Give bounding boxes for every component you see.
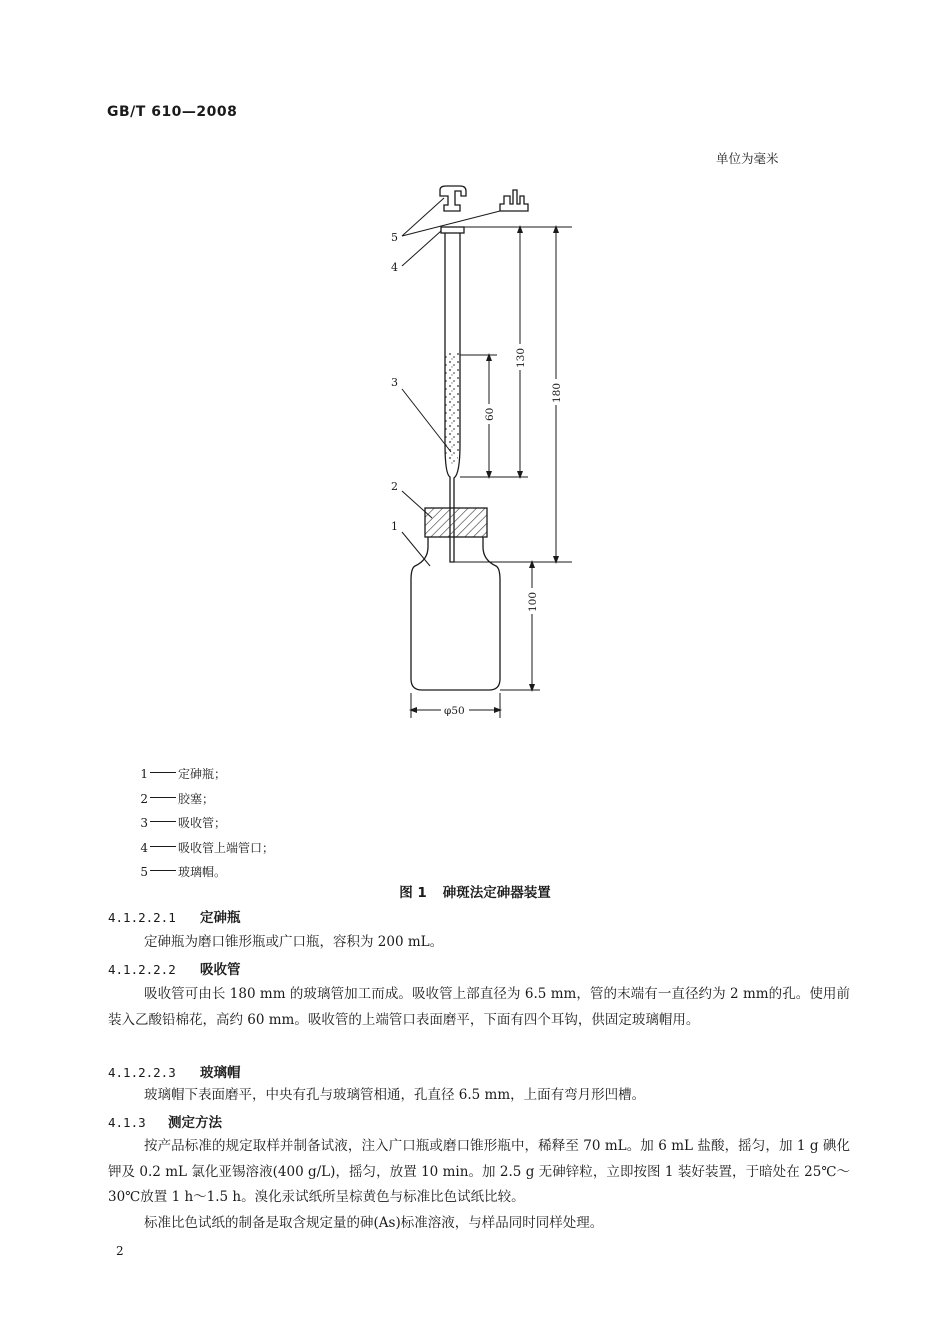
callout-4: 4 (391, 261, 398, 274)
legend-item: 1 定砷瓶； (140, 767, 227, 781)
legend-item: 5 玻璃帽。 (140, 865, 227, 879)
dimension-130: 130 (515, 347, 527, 368)
paragraph: 玻璃帽下表面磨平，中央有孔与玻璃管相通，孔直径 6.5 mm，上面有弯月形凹槽。 (144, 1087, 646, 1103)
callout-1: 1 (391, 520, 398, 533)
tube-top-rim-drawing (441, 227, 464, 233)
standard-code: GB/T 610—2008 (107, 104, 238, 120)
lead-acetate-cotton-drawing (446, 353, 460, 453)
dimension-60: 60 (484, 407, 496, 421)
figure-legend (140, 762, 274, 885)
glass-cap-drawing (440, 186, 528, 211)
section-heading: 4.1.3 测定方法 (108, 1115, 222, 1131)
legend-item: 4 吸收管上端管口； (140, 840, 275, 855)
dimension-180: 180 (551, 382, 563, 403)
callout-3: 3 (391, 376, 398, 389)
figure-caption-title: 砷斑法定砷器装置 (442, 885, 551, 901)
callout-5: 5 (391, 231, 398, 244)
legend-item: 3 吸收管； (140, 816, 227, 830)
paragraph: 标准比色试纸的制备是取含规定量的砷(As)标准溶液，与样品同时同样处理。 (144, 1215, 604, 1231)
page-number: 2 (116, 1244, 124, 1258)
section-heading: 4.1.2.2.2 吸收管 (108, 962, 241, 978)
rubber-stopper-drawing (425, 508, 487, 537)
paragraph: 定砷瓶为磨口锥形瓶或广口瓶，容积为 200 mL。 (144, 934, 444, 950)
paragraph: 按产品标准的规定取样并制备试液，注入广口瓶或磨口锥形瓶中，稀释至 70 mL。加 6 mL 盐酸，摇匀，加 1 g 碘化钾及 0.2 mL 氯化亚锡溶液(400 g/L)，摇匀，放置 10 min。加 2.5 g 无砷锌粒，立即按图 1 装好装置，于暗处在 25℃～30℃放置 1 h～1.5 h。溴化汞试纸所呈棕黄色与标准比色试纸比较。 (108, 1138, 850, 1205)
dimension-100: 100 (527, 591, 539, 612)
figure-caption-label: 图 1 (399, 885, 427, 901)
section-heading: 4.1.2.2.3 玻璃帽 (108, 1065, 241, 1081)
figure-caption (0, 881, 950, 901)
section-heading: 4.1.2.2.1 定砷瓶 (108, 910, 241, 926)
legend-item: 2 胶塞； (140, 791, 215, 806)
callout-2: 2 (391, 480, 398, 493)
dimension-diameter-50: φ50 (444, 705, 465, 717)
arsenic-bottle-drawing (411, 537, 500, 690)
paragraph: 吸收管可由长 180 mm 的玻璃管加工而成。吸收管上部直径为 6.5 mm，管的末端有一直径约为 2 mm的孔。使用前装入乙酸铅棉花，高约 60 mm。吸收管的上端管口表面磨平，下面有四个耳钩，供固定玻璃帽用。 (108, 986, 850, 1028)
unit-note: 单位为毫米 (716, 151, 779, 166)
